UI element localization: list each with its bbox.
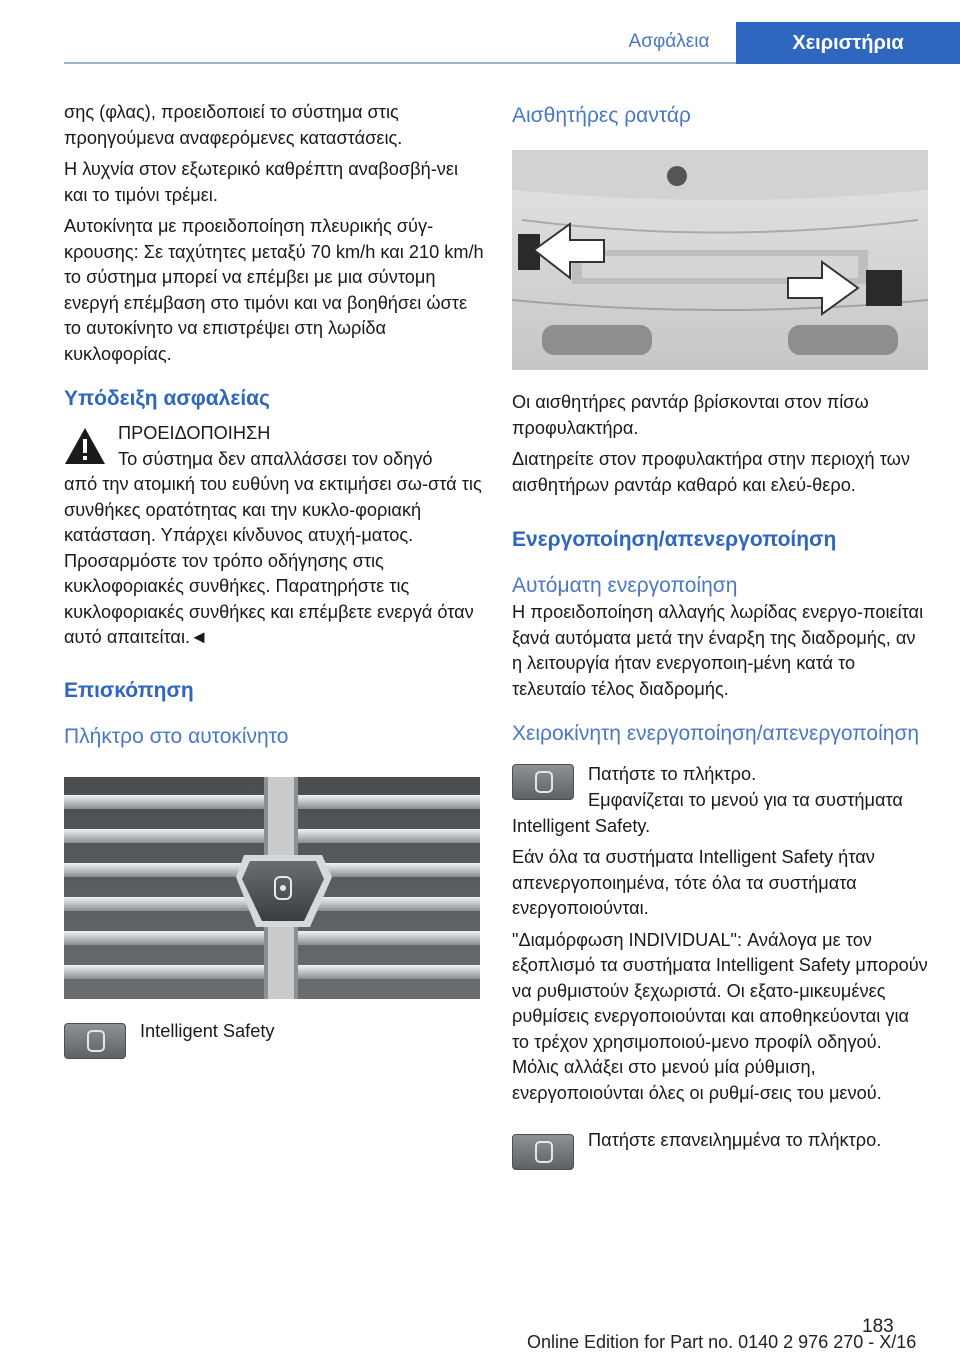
page-number: 183 [862,1316,894,1337]
menu-shown-text: Εμφανίζεται το μενού για τα συστήματα Intelligent Safety. [512,790,903,836]
warning-triangle-icon [64,427,106,465]
intro-paragraph-1: σης (φλας), προειδοποιεί το σύστημα στις προηγούμενα αναφερόμενες καταστάσεις. [64,102,403,148]
warning-block [64,421,484,651]
key-label: Intelligent Safety [140,1020,275,1041]
header-tab-controls[interactable]: Χειριστήρια [736,22,960,64]
right-column [512,100,928,1172]
footer-edition-text: Online Edition for Part no. 0140 2 976 270 - X/16 [527,1332,917,1352]
activation-heading: Ενεργοποίηση/απενεργοποίηση [512,528,837,551]
individual-paragraph: "Διαμόρφωση INDIVIDUAL": Ανάλογα με τον εξοπλισμό τα συστήματα Intelligent Safety μπορούν να ρυθμιστούν ξεχωριστά. Οι εξατο‐μικευμένες ρυθμίσεις ενεργοποιούνται και αποθηκεύονται για το τρέχον χρησιμοποιού‐μενο προφίλ οδηγού. Μόλις αλλάξει στο μενού μία ρύθμιση, ενεργοποιούνται όλες οι ρυθμί‐σεις του μενού. [512,929,928,1103]
radar-paragraph-2: Διατηρείτε στον προφυλακτήρα στην περιοχή των αισθητήρων ραντάρ καθαρό και ελεύ‐θερο. [512,449,910,495]
all-off-paragraph: Εάν όλα τα συστήματα Intelligent Safety ήταν απενεργοποιημένα, τότε όλα τα συστήματα ενεργοποιούνται. [512,847,875,918]
header-tab-safety[interactable]: Ασφάλεια [628,31,710,52]
press-key-text: Πατήστε το πλήκτρο. [588,764,757,784]
radar-paragraph-1: Οι αισθητήρες ραντάρ βρίσκονται στον πίσω προφυλακτήρα. [512,392,869,438]
intelligent-safety-key-icon [512,764,574,800]
warning-label: ΠΡΟΕΙΔΟΠΟΙΗΣΗ [118,423,271,443]
radar-heading: Αισθητήρες ραντάρ [512,104,691,127]
overview-heading: Επισκόπηση [64,678,194,702]
press-repeat-row [512,1128,928,1172]
rear-bumper-photo [512,150,928,370]
key-legend-row [64,1019,484,1063]
intro-paragraph-3: Αυτοκίνητα με προειδοποίηση πλευρικής σύγ‐κρουσης: Σε ταχύτητες μεταξύ 70 km/h και 210 km/h το σύστημα μπορεί να επέμβει με μια σύντομη ενεργή επέμβαση στο τιμόνι και να βοηθήσει ώστε το αυτοκίνητο να επιστρέψει στη λωρίδα κυκλοφορίας. [64,216,484,364]
safety-heading: Υπόδειξη ασφαλείας [64,387,270,410]
press-repeat-text: Πατήστε επανειλημμένα το πλήκτρο. [588,1130,882,1150]
press-key-row [512,762,928,806]
button-heading: Πλήκτρο στο αυτοκίνητο [64,724,289,748]
grille-button-photo [64,777,480,999]
footer [0,1330,960,1358]
manual-activation-heading: Χειροκίνητη ενεργοποίηση/απενεργοποίηση [512,722,920,745]
intro-paragraph-2: Η λυχνία στον εξωτερικό καθρέπτη αναβοσβή‐νει και το τιμόνι τρέμει. [64,159,459,205]
auto-activation-heading: Αυτόματη ενεργοποίηση [512,574,738,597]
warning-text: από την ατομική του ευθύνη να εκτιμήσει σω‐στά τις συνθήκες ορατότητας και την κυκλο‐φοριακή κατάσταση. Υπάρχει κίνδυνος ατυχή‐ματος. Προσαρμόστε τον τρόπο οδήγησης στις κυκλοφοριακές συνθήκες. Παρατηρήστε τις κυκλοφοριακές συνθήκες και επέμβετε ενεργά όταν αυτό απαιτείται.◄ [64,474,482,647]
intelligent-safety-key-icon [512,1134,574,1170]
auto-activation-paragraph: Η προειδοποίηση αλλαγής λωρίδας ενεργο‐ποιείται ξανά αυτόματα μετά την έναρξη της διαδρομής, αν η λειτουργία ήταν ενεργοποιη‐μένη κατά το τελευταίο τέλος διαδρομής. [512,602,924,699]
intelligent-safety-key-icon [64,1023,126,1059]
left-column [64,100,484,1063]
warning-first-line: Το σύστημα δεν απαλλάσσει τον οδηγό [118,448,433,469]
